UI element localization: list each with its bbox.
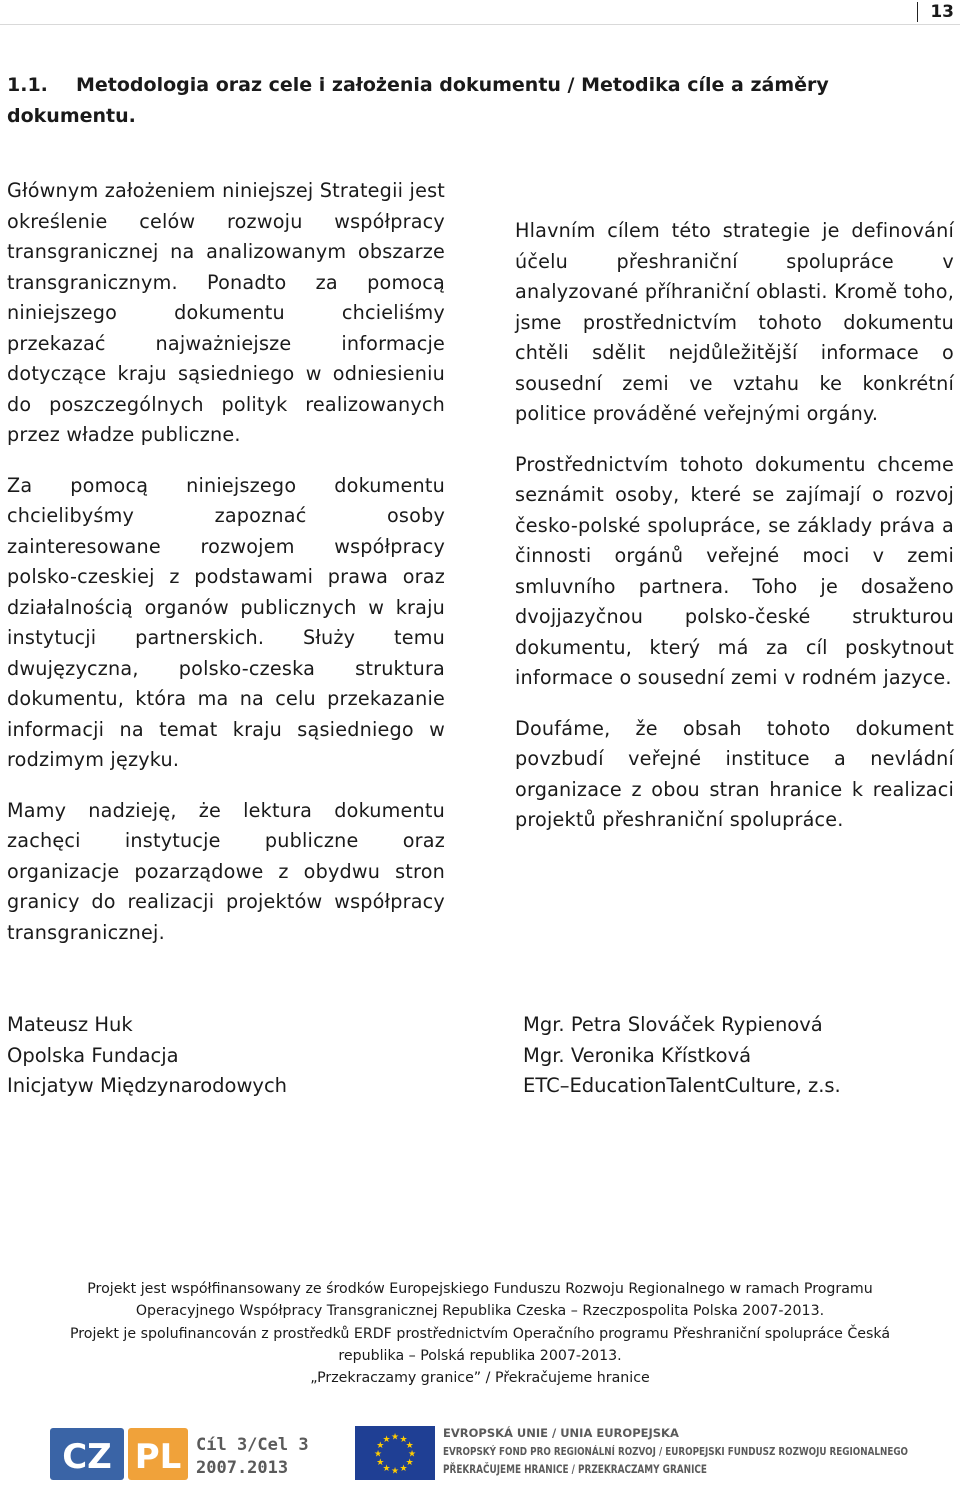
goal3-logo xyxy=(196,1435,309,1478)
eu-star-icon: ★ xyxy=(382,1464,391,1475)
eu-text-line-3: PŘEKRAČUJEME HRANICE / PRZEKRACZAMY GRANICE xyxy=(443,1462,785,1476)
czech-signature-name-1: Mgr. Petra Slováček Rypienová xyxy=(523,1013,823,1036)
polish-paragraph-3: Mamy nadzieję, że lektura dokumentu zachęci instytucje publiczne oraz organizacje pozarządowe z obydwu stron granicy do realizacji projektów współpracy transgranicznej. xyxy=(7,798,445,944)
goal3-logo-line-2: 2007.2013 xyxy=(196,1458,289,1478)
section-number: 1.1. xyxy=(7,74,48,96)
czpl-logo-pl-text: PL xyxy=(134,1437,182,1477)
czech-signature-name-2: Mgr. Veronika Křístková xyxy=(523,1043,752,1067)
header-rule xyxy=(0,24,960,25)
polish-paragraph-1: Głównym założeniem niniejszej Strategii jest określenie celów rozwoju współpracy transgranicznej na analizowanym obszarze transgranicznym. Ponadto za pomocą niniejszego dokumentu chcieliśmy przekazać najważniejsze informacje dotyczące kraju sąsiedniego w odniesieniu do poszczególnych polityk realizowanych przez władze publiczne. xyxy=(7,179,445,446)
polish-signature-name: Mateusz Huk xyxy=(7,1013,133,1036)
polish-signature-org-line-1: Opolska Fundacja xyxy=(7,1043,179,1067)
czech-paragraph-1: Hlavním cílem této strategie je definování účelu přeshraniční spolupráce v analyzované příhraniční oblasti. Kromě toho, jsme prostřednictvím tohoto dokumentu chtěli sdělit nejdůležitější informace o sousední zemi ve vztahu ke konkrétní politice prováděné veřejnými orgány. xyxy=(515,219,954,425)
polish-signature xyxy=(7,1010,287,1102)
czpl-logo-cz-text: CZ xyxy=(62,1437,112,1477)
eu-fund-text xyxy=(443,1425,908,1476)
eu-star-icon: ★ xyxy=(382,1434,391,1445)
eu-star-icon: ★ xyxy=(390,1466,400,1477)
czech-signature xyxy=(523,1010,841,1102)
eu-star-icon: ★ xyxy=(376,1458,385,1468)
goal3-logo-line-1: Cíl 3/Cel 3 xyxy=(196,1435,309,1455)
logo-strip xyxy=(0,1420,960,1486)
eu-text-line-2: EVROPSKÝ FOND PRO REGIONÁLNÍ ROZVOJ / EUROPEJSKI FUNDUSZ ROZWOJU REGIONALNEGO xyxy=(443,1445,908,1458)
footer-line-1: Projekt jest współfinansowany ze środków Europejskiego Funduszu Rozwoju Regionalnego w ramach Programu xyxy=(87,1281,873,1297)
eu-star-icon: ★ xyxy=(405,1458,414,1468)
czech-signature-org: ETC–EducationTalentCulture, z.s. xyxy=(523,1074,841,1097)
czech-paragraph-2: Prostřednictvím tohoto dokumentu chceme seznámit osoby, které se zajímají o rozvoj česko-polské spolupráce, se základy práva a činnosti orgánů veřejné moci v zemi smluvního partnera. Toho je dosaženo dvojjazyčnou polsko-české strukturou dokumentu, který má za cíl poskytnout informace o sousední zemi v rodném jazyce. xyxy=(515,452,954,689)
section-title xyxy=(7,70,907,132)
footer-line-5: „Przekraczamy granice” / Překračujeme hranice xyxy=(310,1370,650,1387)
eu-star-icon: ★ xyxy=(376,1441,385,1451)
czech-column xyxy=(515,216,954,856)
polish-column xyxy=(7,176,445,968)
page-number: 13 xyxy=(917,2,954,22)
eu-star-icon: ★ xyxy=(405,1441,414,1451)
eu-star-icon: ★ xyxy=(399,1464,408,1475)
eu-flag-logo xyxy=(355,1426,435,1480)
eu-star-icon: ★ xyxy=(399,1434,408,1445)
funding-footer xyxy=(20,1278,940,1389)
czech-paragraph-3: Doufáme, že obsah tohoto dokument povzbudí veřejné instituce a nevládní organizace z obou stran hranice k realizaci projektů přeshraniční spolupráce. xyxy=(515,716,954,831)
footer-line-4: republika – Polská republika 2007-2013. xyxy=(338,1347,622,1364)
eu-star-icon: ★ xyxy=(373,1449,383,1460)
czpl-logo xyxy=(50,1428,188,1480)
eu-star-icon: ★ xyxy=(390,1432,400,1443)
section-title-text: Metodologia oraz cele i założenia dokumentu / Metodika cíle a záměry dokumentu. xyxy=(7,74,829,127)
polish-signature-org-line-2: Inicjatyw Międzynarodowych xyxy=(7,1074,288,1097)
eu-star-icon: ★ xyxy=(407,1449,417,1460)
footer-line-3: Projekt je spolufinancován z prostředků ERDF prostřednictvím Operačního programu Přeshraniční spolupráce Česká xyxy=(69,1325,891,1342)
footer-line-2: Operacyjnego Współpracy Transgranicznej Republika Czeska – Rzeczpospolita Polska 2007-2013. xyxy=(135,1303,825,1320)
eu-text-line-1: EVROPSKÁ UNIE / UNIA EUROPEJSKA xyxy=(443,1426,679,1440)
polish-paragraph-2: Za pomocą niniejszego dokumentu chcielibyśmy zapoznać osoby zainteresowane rozwojem współpracy polsko-czeskiej z podstawami prawa oraz działalnością organów publicznych w kraju instytucji partnerskich. Służy temu dwujęzyczna, polsko-czeska struktura dokumentu, która ma na celu przekazanie informacji na temat kraju sąsiedniego w rodzimym języku. xyxy=(7,473,445,771)
